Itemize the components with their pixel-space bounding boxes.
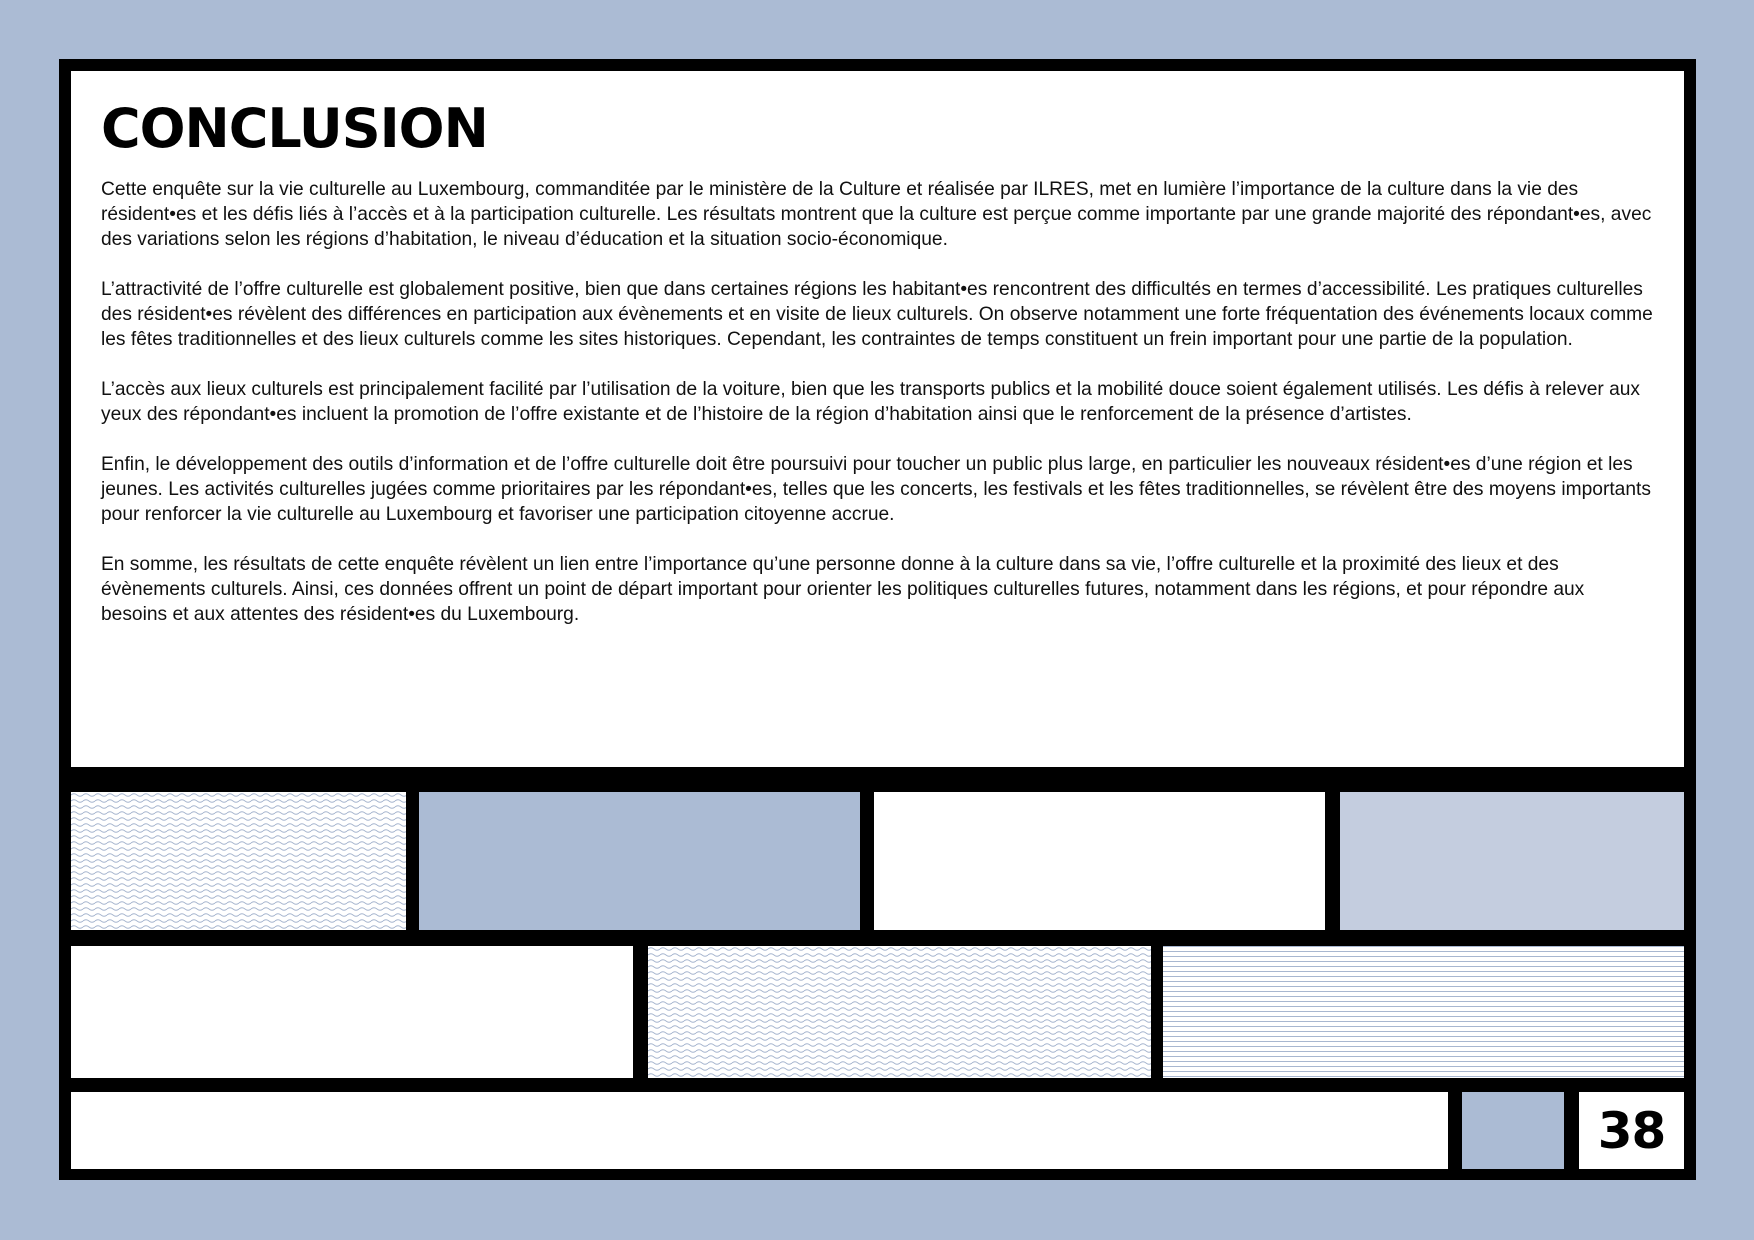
decor-block-striped [1163, 946, 1684, 1078]
decor-block-wavy-2 [648, 946, 1151, 1078]
decor-block-wavy-1 [71, 792, 406, 930]
paragraph-3: L’accès aux lieux culturels est principalement facilité par l’utilisation de la voiture, bien que les transports publics et la mobilité douce soient également utilisés. Les défis à relever aux yeux des répondant•es incluent la promotion de l’offre existante et de l’histoire de la région d’habitation ainsi que le renforcement de la présence d’artistes. [101, 379, 1641, 425]
paragraph-2: L’attractivité de l’offre culturelle est globalement positive, bien que dans certaines régions les habitant•es rencontrent des difficultés en termes d’accessibilité. Les pratiques culturelles des résident•es révèlent des différences en participation aux évènements et en visite de lieux culturels. On observe notamment une forte fréquentation des événements locaux comme les fêtes traditionnelles et des lieux culturels comme les sites historiques. Cependant, les contraintes de temps constituent un frein important pour une partie de la population. [101, 279, 1653, 350]
decor-block-white-2 [71, 946, 633, 1078]
paragraph-5: En somme, les résultats de cette enquête révèlent un lien entre l’importance qu’une personne donne à la culture dans sa vie, l’offre culturelle et la proximité des lieux et des évènements culturels. Ainsi, ces données offrent un point de départ important pour orienter les politiques culturelles futures, notamment dans les régions, et pour répondre aux besoins et aux attentes des résident•es du Luxembourg. [101, 554, 1585, 625]
text-panel [71, 71, 1684, 767]
decor-block-lightblue-1 [1340, 792, 1684, 930]
decor-block-blue-small [1462, 1092, 1564, 1169]
decor-block-blue-1 [419, 792, 860, 930]
paragraph-1: Cette enquête sur la vie culturelle au Luxembourg, commanditée par le ministère de la Culture et réalisée par ILRES, met en lumière l’importance de la culture dans la vie des résident•es et les défis liés à l’accès et à la participation culturelle. Les résultats montrent que la culture est perçue comme importante par une grande majorité des répondant•es, avec des variations selon les régions d’habitation, le niveau d’éducation et la situation socio-économique. [101, 179, 1652, 250]
paragraph-4: Enfin, le développement des outils d’information et de l’offre culturelle doit être poursuivi pour toucher un public plus large, en particulier les nouveaux résident•es d’une région et les jeunes. Les activités culturelles jugées comme prioritaires par les répondant•es, telles que les concerts, les festivals et les fêtes traditionnelles, se révèlent être des moyens importants pour renforcer la vie culturelle au Luxembourg et favoriser une participation citoyenne accrue. [101, 454, 1651, 525]
decor-block-white-3 [71, 1092, 1448, 1169]
decor-block-white-1 [874, 792, 1325, 930]
page-frame [59, 59, 1696, 1180]
page-title: CONCLUSION [101, 97, 488, 160]
page-number: 38 [1579, 1092, 1684, 1169]
